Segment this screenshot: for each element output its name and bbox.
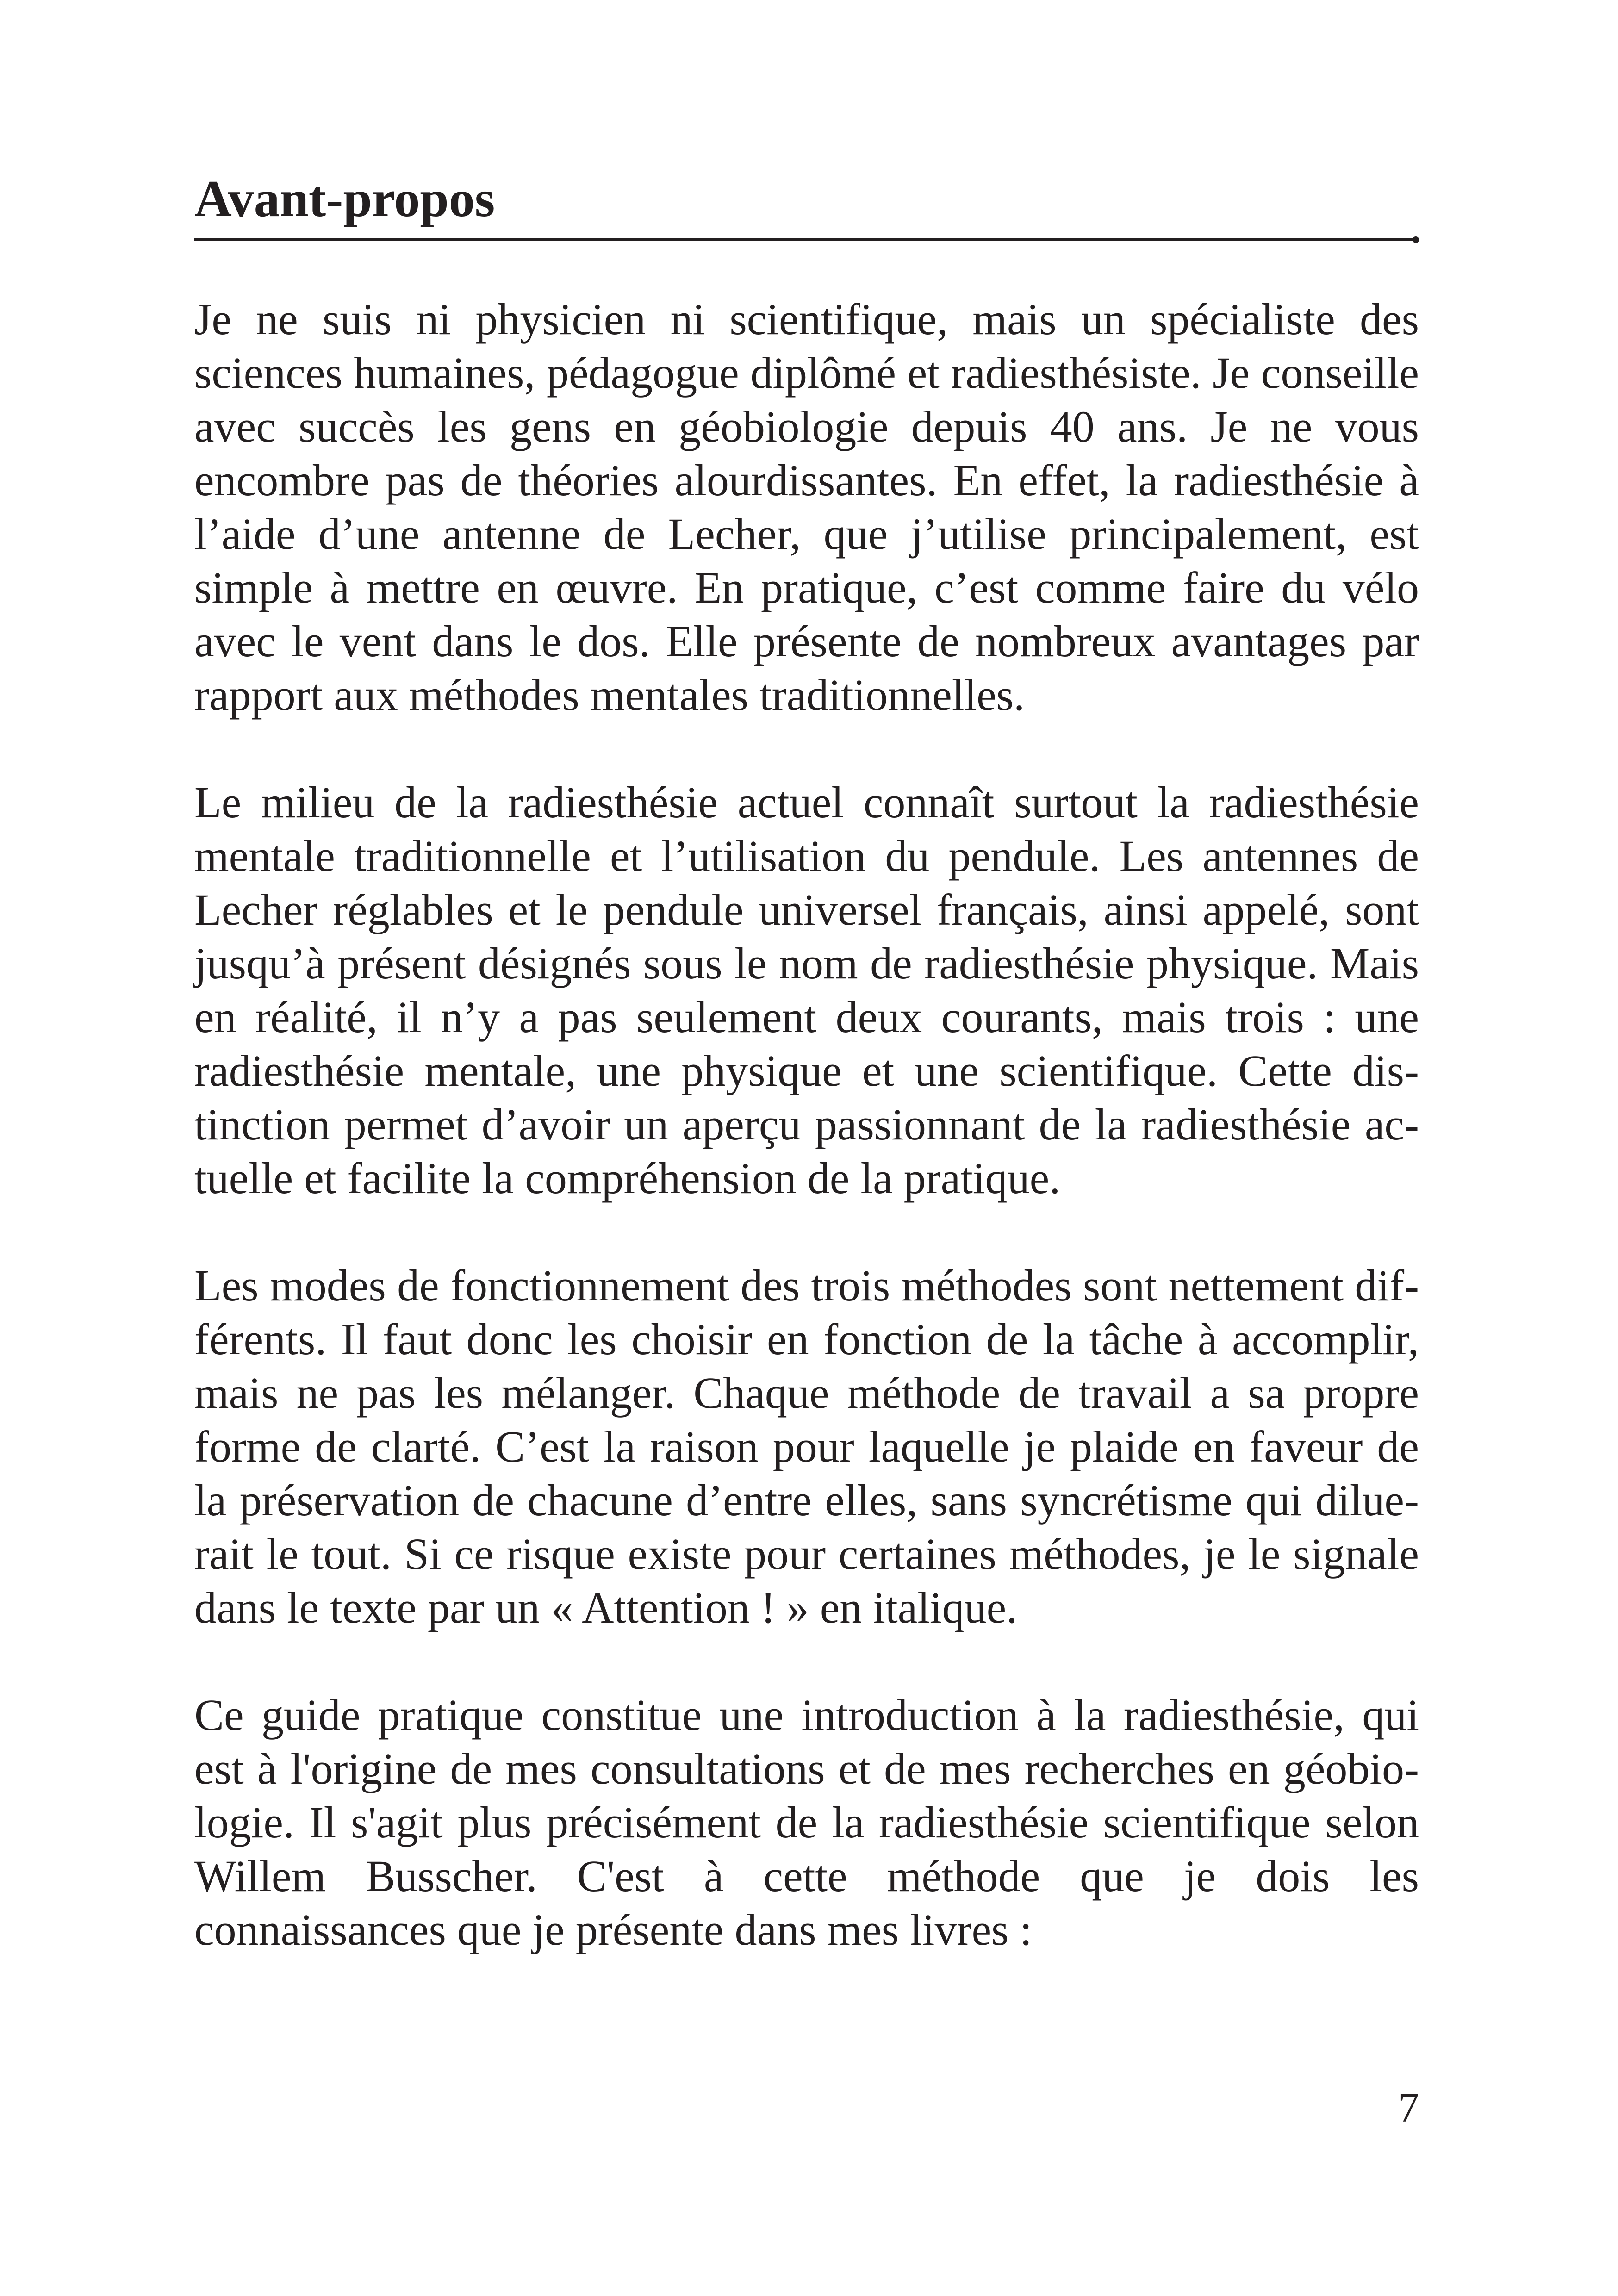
body-text xyxy=(194,292,1419,2010)
paragraph-3: Les modes de fonctionnement des trois méthodes sont nettement différents. Il faut donc les choisir en fonction de la tâche à accomplir, mais ne pas les mélanger. Chaque méthode de travail a sa propre forme de clarté. C’est la raison pour laquelle je plaide en faveur de la préservation de chacune d’entre elles, sans syncrétisme qui diluerait le tout. Si ce risque existe pour certaines méthodes, je le signale dans le texte par un « Attention ! » en italique. xyxy=(194,1261,1419,1632)
page-number: 7 xyxy=(1398,2085,1419,2131)
paragraph-1: Je ne suis ni physicien ni scientifique, mais un spécialiste des sciences humaines, pédagogue diplômé et radiesthésiste. Je conseille avec succès les gens en géobiologie depuis 40 ans. Je ne vous encombre pas de théories alourdissantes. En effet, la radiesthésie à l’aide d’une antenne de Lecher, que j’utilise principalement, est simple à mettre en œuvre. En pratique, c’est comme faire du vélo avec le vent dans le dos. Elle présente de nombreux avantages par rapport aux méthodes mentales traditionnelles. xyxy=(194,294,1419,720)
page-title: Avant-propos xyxy=(194,170,495,228)
underline-end-dot xyxy=(1413,236,1419,243)
title-underline xyxy=(194,238,1416,241)
paragraph-4: Ce guide pratique constitue une introduction à la radiesthésie, qui est à l'origine de mes consultations et de mes recherches en géobiologie. Il s'agit plus précisément de la radiesthésie scientifique selon Willem Busscher. C'est à cette méthode que je dois les connaissances que je présente dans mes livres : xyxy=(194,1690,1419,1954)
paragraph-2: Le milieu de la radiesthésie actuel connaît surtout la radiesthésie mentale traditionnelle et l’utilisation du pendule. Les antennes de Lecher réglables et le pendule universel français, ainsi appelé, sont jusqu’à présent désignés sous le nom de radiesthésie physique. Mais en réalité, il n’y a pas seulement deux courants, mais trois : une radiesthésie mentale, une physique et une scientifique. Cette distinction permet d’avoir un aperçu passionnant de la radiesthésie actuelle et facilite la compréhension de la pratique. xyxy=(194,778,1419,1203)
